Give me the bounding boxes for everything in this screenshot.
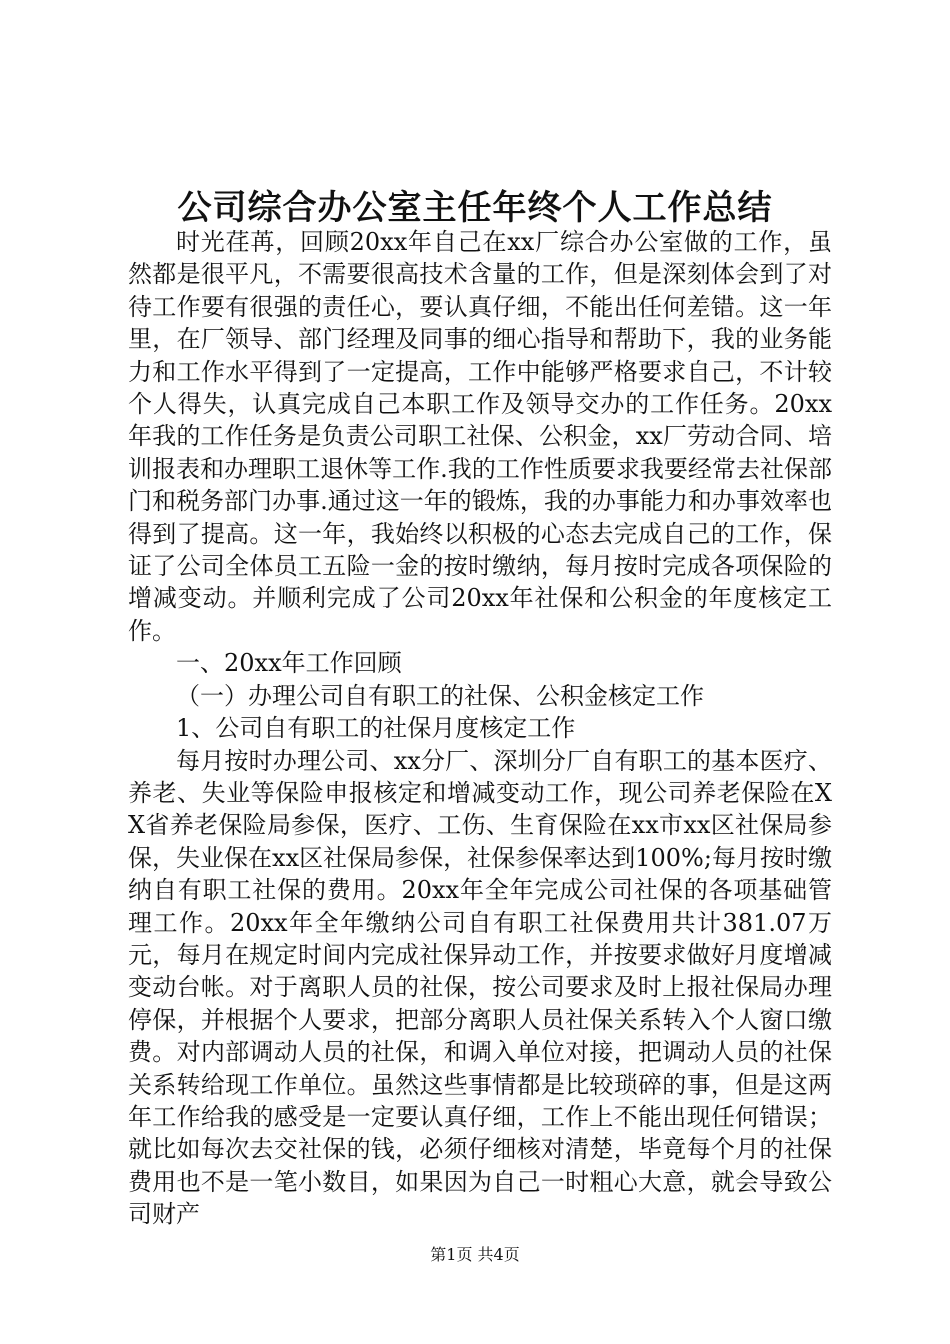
heading-item-1: 1、公司自有职工的社保月度核定工作 bbox=[176, 714, 576, 743]
paragraph-intro: 时光荏苒，回顾20xx年自己在xx厂综合办公室做的工作，虽然都是很平凡，不需要很高技术含量的工作，但是深刻体会到了对待工作要有很强的责任心，要认真仔细，不能出任何差错。这一年里，在厂领导、部门经理及同事的细心指导和帮助下，我的业务能力和工作水平得到了一定提高，工作中能够严格要求自己，不计较个人得失，认真完成自己本职工作及领导交办的工作任务。20xx年我的工作任务是负责公司职工社保、公积金，xx厂劳动合同、培训报表和办理职工退休等工作.我的工作性质要求我要经常去社保部门和税务部门办事.通过这一年的锻炼，我的办事能力和办事效率也得到了提高。这一年，我始终以积极的心态去完成自己的工作，保证了公司全体员工五险一金的按时缴纳，每月按时完成各项保险的增减变动。并顺利完成了公司20xx年社保和公积金的年度核定工作。 bbox=[128, 228, 832, 645]
document-body bbox=[128, 226, 832, 1231]
page-footer: 第1页 共4页 bbox=[430, 1245, 520, 1264]
heading-section-1: 一、20xx年工作回顾 bbox=[176, 649, 402, 678]
document-title: 公司综合办公室主任年终个人工作总结 bbox=[177, 188, 773, 228]
paragraph-social-security: 每月按时办理公司、xx分厂、深圳分厂自有职工的基本医疗、养老、失业等保险申报核定和增减变动工作，现公司养老保险在XX省养老保险局参保，医疗、工伤、生育保险在xx市xx区社保局参保，失业保在xx区社保局参保，社保参保率达到100%;每月按时缴纳自有职工社保的费用。20xx年全年完成公司社保的各项基础管理工作。20xx年全年缴纳公司自有职工社保费用共计381.07万元，每月在规定时间内完成社保异动工作，并按要求做好月度增减变动台帐。对于离职人员的社保，按公司要求及时上报社保局办理停保，并根据个人要求，把部分离职人员社保关系转入个人窗口缴费。对内部调动人员的社保，和调入单位对接，把调动人员的社保关系转给现工作单位。虽然这些事情都是比较琐碎的事，但是这两年工作给我的感受是一定要认真仔细，工作上不能出现任何错误；就比如每次去交社保的钱，必须仔细核对清楚，毕竟每个月的社保费用也不是一笔小数目，如果因为自己一时粗心大意，就会导致公司财产 bbox=[128, 746, 832, 1229]
heading-subsection-1: （一）办理公司自有职工的社保、公积金核定工作 bbox=[176, 681, 704, 710]
